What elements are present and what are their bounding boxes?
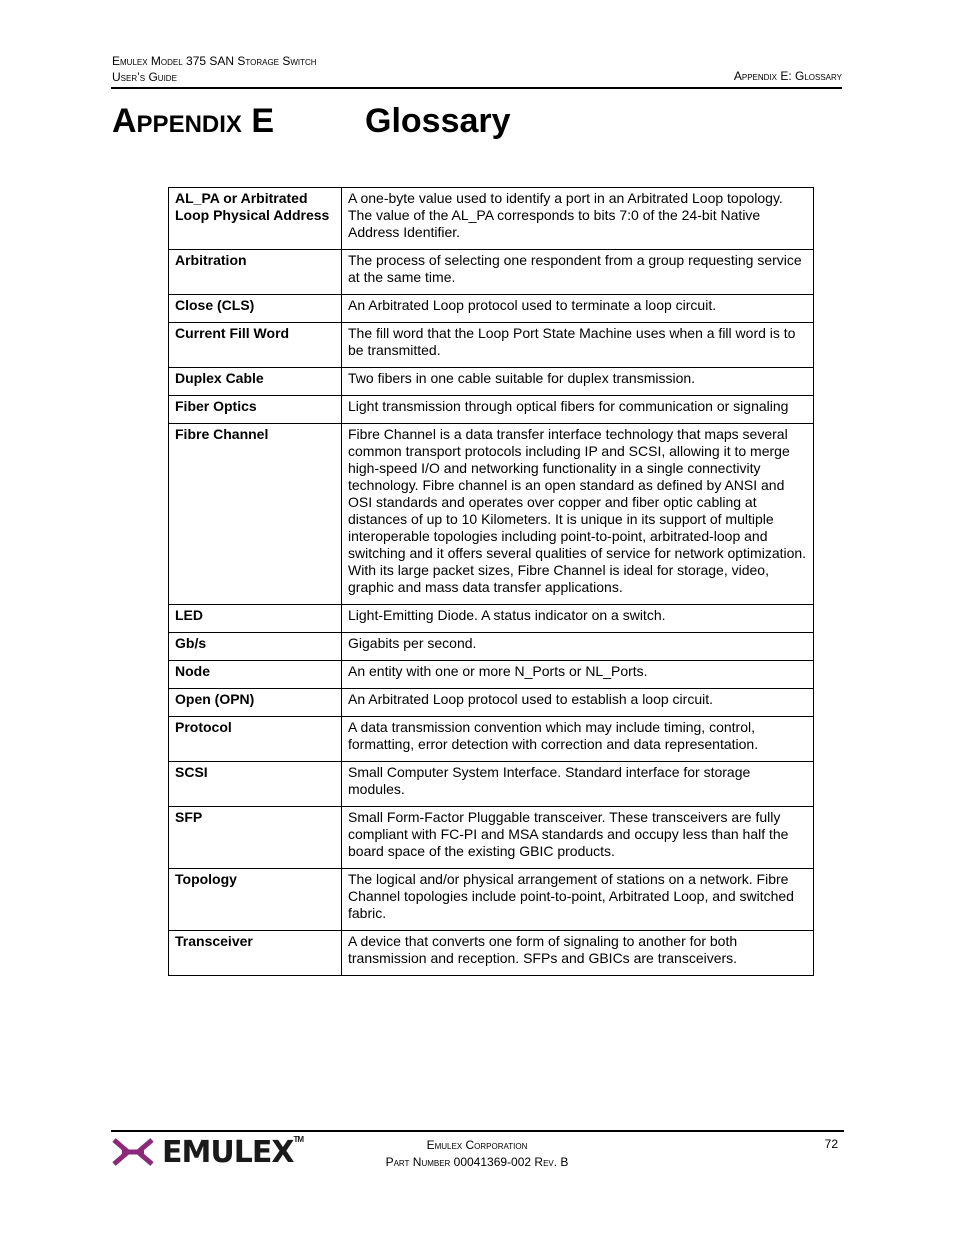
table-row <box>169 807 814 869</box>
table-row <box>169 424 814 605</box>
header-guide: User’s Guide <box>112 70 177 84</box>
glossary-definition: Fibre Channel is a data transfer interface technology that maps several common transport protocols including IP and SCSI, allowing it to merge high-speed I/O and networking functionality in a single connectivity technology. Fibre channel is an open standard as defined by ANSI and OSI standards and operates over copper and fiber optic cabling at distances of up to 10 Kilometers. It is unique in its support of multiple interoperable topologies including point-to-point, arbitrated-loop and switching and it offers several qualities of service for network optimization. With its large packet sizes, Fibre Channel is ideal for storage, video, graphic and mass data transfer applications. <box>342 424 814 605</box>
glossary-definition: Small Form-Factor Pluggable transceiver. These transceivers are fully compliant with FC-PI and MSA standards and occupy less than half the board space of the existing GBIC products. <box>342 807 814 869</box>
table-row <box>169 689 814 717</box>
glossary-term: Gb/s <box>169 633 342 661</box>
glossary-definition: Light-Emitting Diode. A status indicator on a switch. <box>342 605 814 633</box>
glossary-term: AL_PA or Arbitrated Loop Physical Address <box>169 188 342 250</box>
footer-part-number: Part Number 00041369-002 Rev. B <box>385 1155 569 1169</box>
logo-trademark: TM <box>293 1134 304 1144</box>
page-number: 72 <box>824 1137 838 1151</box>
table-row <box>169 762 814 807</box>
glossary-term: Open (OPN) <box>169 689 342 717</box>
glossary-definition: The logical and/or physical arrangement of stations on a network. Fibre Channel topologies include point-to-point, Arbitrated Loop, and switched fabric. <box>342 869 814 931</box>
glossary-definition: A one-byte value used to identify a port in an Arbitrated Loop topology. The value of the AL_PA corresponds to bits 7:0 of the 24-bit Native Address Identifier. <box>342 188 814 250</box>
table-row <box>169 323 814 368</box>
glossary-term: Transceiver <box>169 931 342 976</box>
glossary-definition: A data transmission convention which may include timing, control, formatting, error detection with correction and data representation. <box>342 717 814 762</box>
glossary-term: Fiber Optics <box>169 396 342 424</box>
glossary-definition: The fill word that the Loop Port State Machine uses when a fill word is to be transmitted. <box>342 323 814 368</box>
glossary-definition: Small Computer System Interface. Standard interface for storage modules. <box>342 762 814 807</box>
header-rule <box>111 87 842 89</box>
running-header-left <box>112 53 317 85</box>
glossary-term: Current Fill Word <box>169 323 342 368</box>
glossary-term: Fibre Channel <box>169 424 342 605</box>
header-section: Appendix E: Glossary <box>733 69 842 83</box>
glossary-term: Arbitration <box>169 250 342 295</box>
table-row <box>169 869 814 931</box>
glossary-definition: An entity with one or more N_Ports or NL_Ports. <box>342 661 814 689</box>
table-row <box>169 188 814 250</box>
table-row <box>169 931 814 976</box>
glossary-term: Close (CLS) <box>169 295 342 323</box>
table-row <box>169 250 814 295</box>
glossary-definition: The process of selecting one respondent from a group requesting service at the same time. <box>342 250 814 295</box>
table-row <box>169 717 814 762</box>
glossary-term: LED <box>169 605 342 633</box>
glossary-term: Protocol <box>169 717 342 762</box>
glossary-definition: A device that converts one form of signaling to another for both transmission and reception. SFPs and GBICs are transceivers. <box>342 931 814 976</box>
glossary-term: Duplex Cable <box>169 368 342 396</box>
glossary-definition: Light transmission through optical fibers for communication or signaling <box>342 396 814 424</box>
glossary-table <box>168 187 814 976</box>
table-row <box>169 605 814 633</box>
footer-company: Emulex Corporation <box>426 1138 528 1152</box>
glossary-term: Topology <box>169 869 342 931</box>
glossary-definition: Two fibers in one cable suitable for duplex transmission. <box>342 368 814 396</box>
table-row <box>169 396 814 424</box>
glossary-definition: An Arbitrated Loop protocol used to terminate a loop circuit. <box>342 295 814 323</box>
glossary-definition: Gigabits per second. <box>342 633 814 661</box>
footer-center <box>0 1134 954 1171</box>
appendix-label: Appendix E <box>112 102 275 140</box>
footer-rule <box>111 1130 844 1132</box>
glossary-term: SCSI <box>169 762 342 807</box>
table-row <box>169 661 814 689</box>
title-text: Glossary <box>365 102 511 140</box>
logo-wordmark-text: EMULEX <box>162 1134 294 1170</box>
table-row <box>169 295 814 323</box>
table-row <box>169 633 814 661</box>
header-product: Emulex Model 375 SAN Storage Switch <box>112 54 317 68</box>
glossary-term: Node <box>169 661 342 689</box>
glossary-term: SFP <box>169 807 342 869</box>
table-row <box>169 368 814 396</box>
glossary-definition: An Arbitrated Loop protocol used to establish a loop circuit. <box>342 689 814 717</box>
